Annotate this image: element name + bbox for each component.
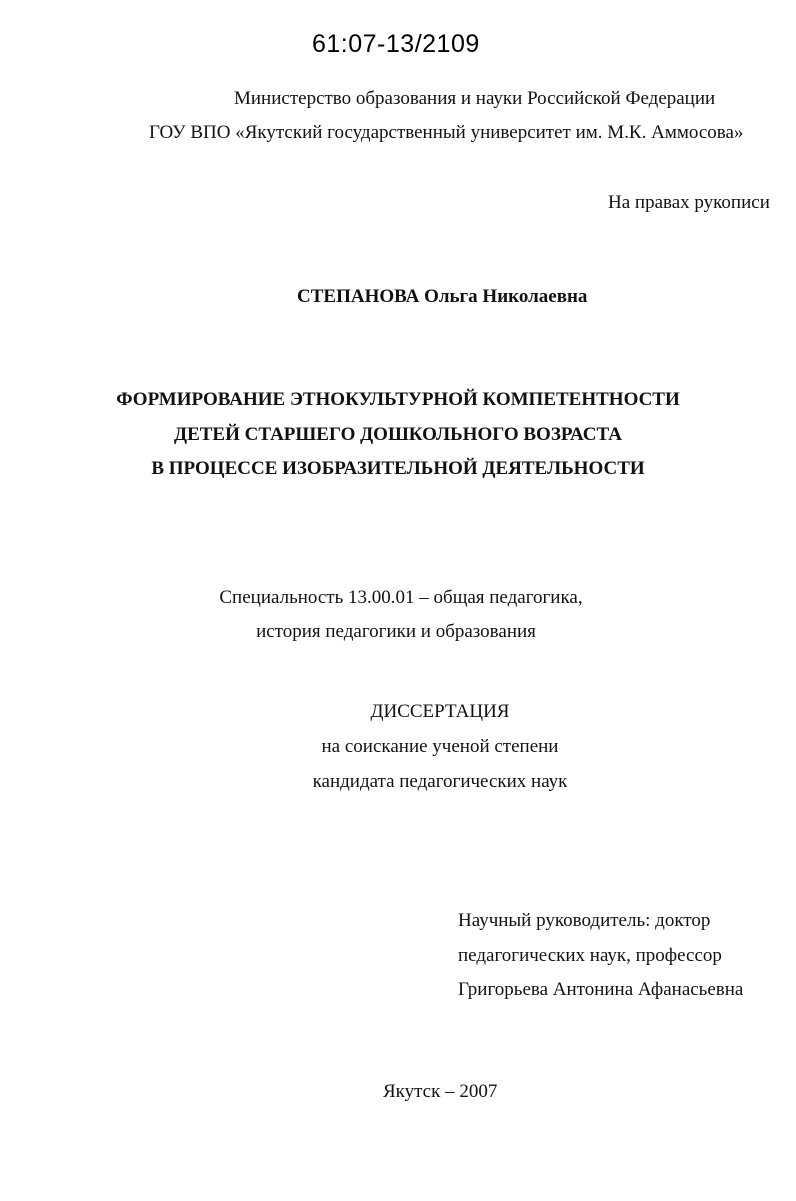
supervisor-line-2: педагогических наук, профессор xyxy=(458,945,722,966)
title-line-1: ФОРМИРОВАНИЕ ЭТНОКУЛЬТУРНОЙ КОМПЕТЕНТНОСТИ xyxy=(116,389,680,410)
dissertation-degree-line-2: кандидата педагогических наук xyxy=(312,771,568,792)
manuscript-note: На правах рукописи xyxy=(608,192,770,213)
title-line-2: ДЕТЕЙ СТАРШЕГО ДОШКОЛЬНОГО ВОЗРАСТА xyxy=(174,424,622,445)
city-year: Якутск – 2007 xyxy=(383,1081,498,1102)
specialty-line-2: история педагогики и образования xyxy=(256,621,536,642)
library-stamp: 61:07-13/2109 xyxy=(312,30,480,58)
author-name: СТЕПАНОВА Ольга Николаевна xyxy=(297,286,588,307)
university-line: ГОУ ВПО «Якутский государственный университет им. М.К. Аммосова» xyxy=(149,122,744,143)
ministry-line: Министерство образования и науки Российской Федерации xyxy=(234,88,716,109)
dissertation-heading: ДИССЕРТАЦИЯ xyxy=(370,701,510,722)
dissertation-degree-line-1: на соискание ученой степени xyxy=(321,736,559,757)
specialty-line-1: Специальность 13.00.01 – общая педагогика, xyxy=(219,587,583,608)
supervisor-name: Григорьева Антонина Афанасьевна xyxy=(458,979,744,1000)
title-line-3: В ПРОЦЕССЕ ИЗОБРАЗИТЕЛЬНОЙ ДЕЯТЕЛЬНОСТИ xyxy=(151,458,645,479)
supervisor-line-1: Научный руководитель: доктор xyxy=(458,910,711,931)
